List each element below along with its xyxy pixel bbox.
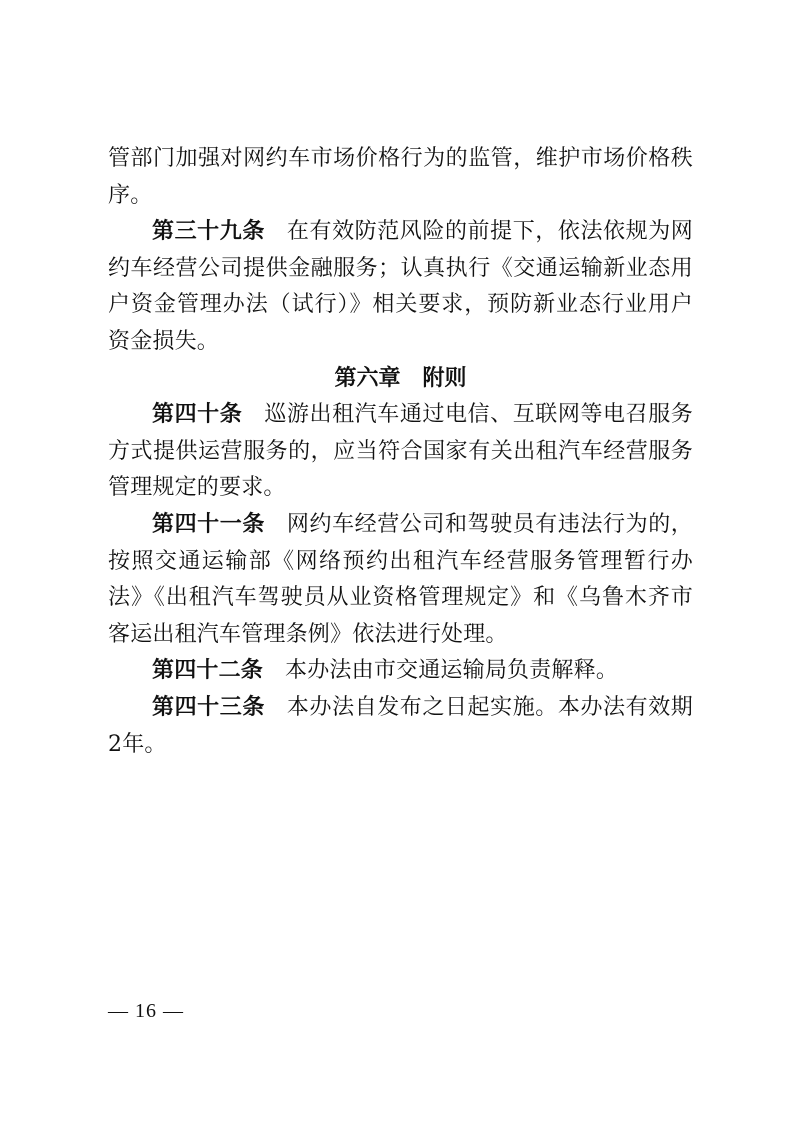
article-43 [108,690,693,763]
article-39 [108,214,693,360]
article-text: 本办法由市交通运输局负责解释。 [285,658,619,684]
article-title: 第三十九条 [152,219,265,245]
chapter-title: 附则 [422,365,467,391]
document-body [108,141,693,763]
article-text: 巡游出租汽车通过电信、互联网等电召服务方式提供运营服务的，应当符合国家有关出租汽车经营服务管理规定的要求。 [108,402,693,501]
article-title: 第四十条 [152,402,243,428]
article-title: 第四十三条 [152,694,265,720]
article-41 [108,507,693,653]
article-text: 网约车经营公司和驾驶员有违法行为的，按照交通运输部《网络预约出租汽车经营服务管理暂行办法》《出租汽车驾驶员从业资格管理规定》和《乌鲁木齐市客运出租汽车管理条例》依法进行处理。 [108,511,693,647]
article-42 [108,653,693,690]
article-40 [108,397,693,507]
chapter-number: 第六章 [334,365,401,391]
article-text: 本办法自发布之日起实施。本办法有效期2年。 [108,694,693,757]
page-number: — 16 — [108,1000,184,1022]
article-title: 第四十一条 [152,511,265,537]
article-title: 第四十二条 [152,658,264,684]
article-text: 在有效防范风险的前提下，依法依规为网约车经营公司提供金融服务；认真执行《交通运输新业态用户资金管理办法（试行）》相关要求，预防新业态行业用户资金损失。 [108,219,693,354]
chapter-heading [108,361,693,398]
continuation-paragraph: 管部门加强对网约车市场价格行为的监管，维护市场价格秩序。 [108,146,693,208]
